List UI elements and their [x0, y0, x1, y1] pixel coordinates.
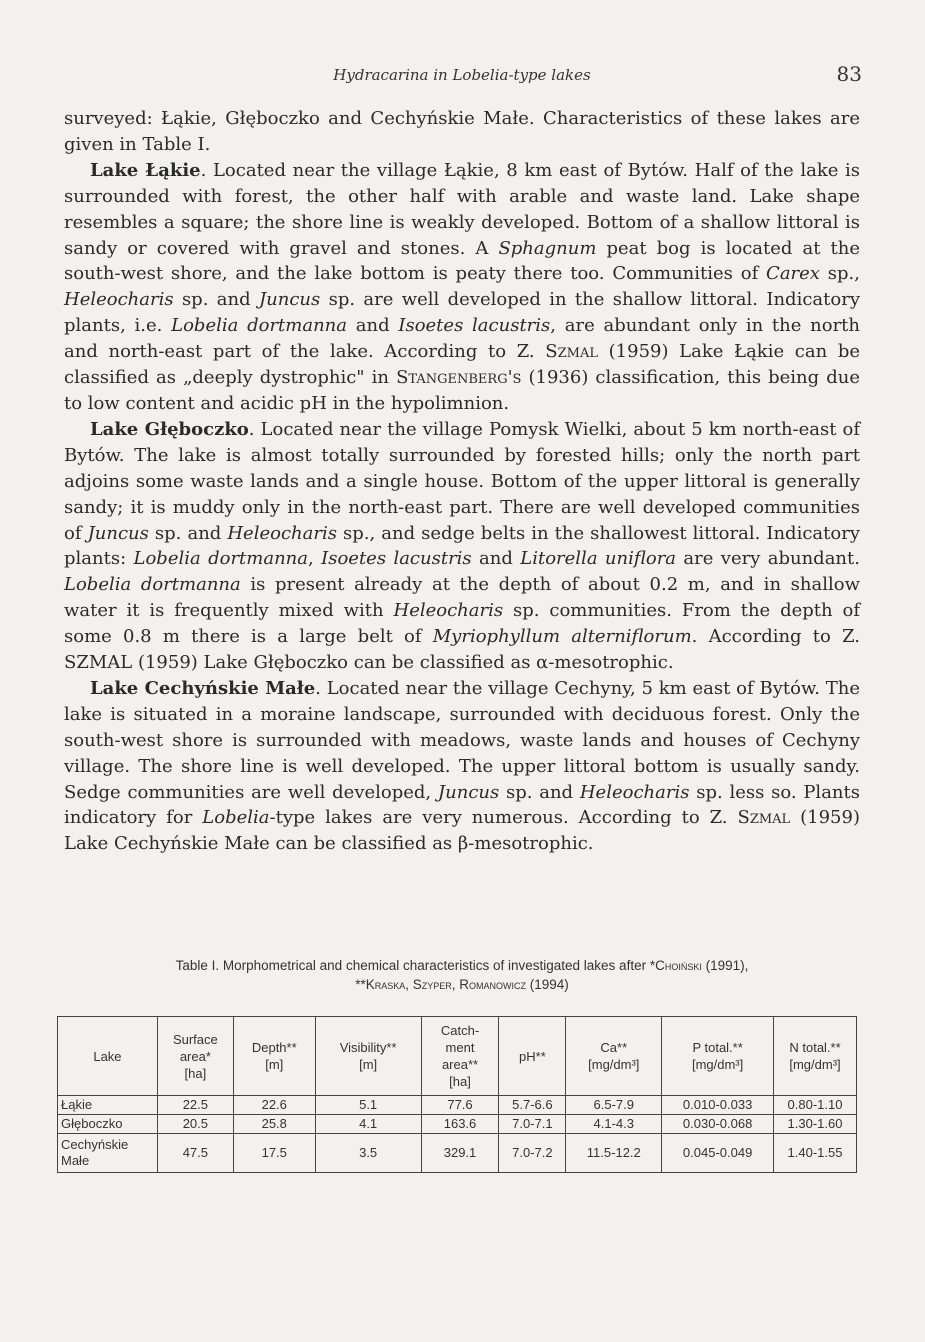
header-line: [mg/dm³] — [789, 1057, 841, 1072]
cell-catchment: 77.6 — [421, 1096, 499, 1115]
header-line: Ca** — [600, 1040, 628, 1055]
author-name: Kraska, Szyper, Romanowicz — [365, 977, 526, 992]
page-number: 83 — [836, 62, 862, 86]
caption-text: Table I. Morphometrical and chemical characteristics of investigated lakes after * — [175, 958, 656, 973]
text-run: sp. less so. Plants indicatory for — [64, 781, 860, 829]
col-header-catchment-area — [421, 1017, 499, 1096]
header-line: [m] — [265, 1057, 284, 1072]
lake-lakie-heading: Lake Łąkie — [90, 159, 201, 181]
cell-visibility: 3.5 — [315, 1134, 421, 1173]
species-name: Isoetes lacustris — [321, 548, 472, 570]
author-name: Stangenberg's — [396, 367, 522, 389]
species-name: Carex — [766, 263, 820, 285]
col-header-surface-area — [157, 1017, 233, 1096]
lake-gleboczko-paragraph — [64, 417, 860, 676]
text-run: . According to Z. SZMAL (1959) Lake Głęboczko can be classified as α-mesotrophic. — [64, 626, 860, 674]
species-name: Litorella uniflora — [520, 548, 677, 570]
cell-ca: 4.1-4.3 — [566, 1115, 662, 1134]
species-name: Heleocharis — [393, 600, 504, 622]
cell-ph: 7.0-7.1 — [499, 1115, 566, 1134]
cell-ph: 7.0-7.2 — [499, 1134, 566, 1173]
text-run: sp. and — [173, 289, 259, 311]
lakes-table — [57, 1016, 857, 1173]
author-name: Choiński — [655, 958, 702, 973]
caption-line-1 — [62, 956, 862, 975]
cell-n: 0.80-1.10 — [774, 1096, 857, 1115]
col-header-ca — [566, 1017, 662, 1096]
text-run: (1936) classification, this being due to low content and acidic pH in the hypolimnion. — [64, 367, 860, 414]
cell-p: 0.030-0.068 — [662, 1115, 774, 1134]
text-run: , — [308, 548, 322, 570]
species-name: Lobelia dortmanna — [133, 548, 309, 570]
header-line: Lake — [93, 1048, 122, 1064]
cell-lake: Głęboczko — [58, 1115, 158, 1134]
cell-p: 0.045-0.049 — [662, 1134, 774, 1173]
cell-depth: 25.8 — [233, 1115, 315, 1134]
text-run: sp., — [819, 263, 860, 285]
species-name: Heleocharis — [227, 522, 337, 544]
cell-depth: 22.6 — [233, 1096, 315, 1115]
species-name: Juncus — [437, 781, 500, 803]
caption-text: (1994) — [526, 977, 569, 992]
text-run: is present already at the depth of about 0.2 m, and in shallow water it is frequently mixed with — [64, 574, 860, 622]
cell-ph: 5.7-6.6 — [499, 1096, 566, 1115]
text-run: sp., and sedge belts in the shallowest littoral. Indicatory plants: — [64, 522, 860, 570]
col-header-n-total — [774, 1017, 857, 1096]
header-line: N total.** — [789, 1040, 841, 1055]
header-line: Surface — [172, 1031, 218, 1047]
cell-lake: Cechyńskie Małe — [58, 1134, 158, 1173]
text-run: (1959) Lake Łąkie can be classified as „deeply dystrophic" in — [64, 341, 861, 389]
header-line: [mg/dm³] — [691, 1057, 744, 1072]
header-line: area** — [441, 1057, 479, 1072]
species-name: Myriophyllum alterniflorum — [432, 626, 692, 648]
text-run: sp. and — [148, 522, 228, 544]
text-run: . Located near the village Cechyny, 5 km east of Bytów. The lake is situated in a moraine landscape, surrounded with deciduous forest. Only the south-west shore is surrounded with meadows, waste lands and houses of Cechyny village. The shore line is well developed. The upper littoral bottom is usually sandy. Sedge communities are well developed, — [64, 677, 860, 803]
caption-text: (1991), — [701, 958, 749, 973]
species-name: Lobelia dortmanna — [171, 315, 348, 337]
cell-ca: 6.5-7.9 — [566, 1096, 662, 1115]
table-header-row — [58, 1017, 857, 1096]
cell-area: 47.5 — [157, 1134, 233, 1173]
table-caption — [62, 956, 862, 994]
text-run: sp. and — [499, 781, 580, 803]
cell-ca: 11.5-12.2 — [566, 1134, 662, 1173]
lake-lakie-paragraph — [64, 158, 860, 417]
caption-line-2 — [62, 975, 862, 994]
table-row — [58, 1115, 857, 1134]
header-line: Depth** — [251, 1040, 297, 1055]
cell-area: 22.5 — [157, 1096, 233, 1115]
species-name: Juncus — [87, 522, 149, 544]
table-row — [58, 1134, 857, 1173]
page-header — [62, 62, 862, 92]
header-line: [ha] — [449, 1074, 471, 1089]
cell-n: 1.40-1.55 — [774, 1134, 857, 1173]
cell-p: 0.010-0.033 — [662, 1096, 774, 1115]
col-header-ph — [499, 1017, 566, 1096]
header-line: Visibility** — [339, 1040, 397, 1055]
lake-cechynskie-paragraph — [64, 676, 860, 857]
species-name: Sphagnum — [498, 237, 597, 259]
author-name: Szmal — [545, 341, 598, 363]
header-line: P total.** — [692, 1040, 743, 1055]
species-name: Heleocharis — [579, 781, 690, 803]
header-line: [m] — [359, 1057, 378, 1072]
col-header-visibility — [315, 1017, 421, 1096]
header-line: ment — [445, 1040, 475, 1055]
intro-paragraph: surveyed: Łąkie, Głęboczko and Cechyńskie Małe. Characteristics of these lakes are given in Table I. — [64, 108, 860, 155]
species-name: Lobelia dortmanna — [64, 574, 241, 596]
cell-depth: 17.5 — [233, 1134, 315, 1173]
header-line: area* — [179, 1048, 211, 1064]
cell-n: 1.30-1.60 — [774, 1115, 857, 1134]
species-name: Heleocharis — [64, 289, 174, 311]
body-text — [64, 106, 860, 857]
cell-visibility: 4.1 — [315, 1115, 421, 1134]
caption-text: ** — [355, 977, 366, 992]
text-run: are very abundant. — [676, 548, 860, 570]
text-run: , are abundant only in the north and north-east part of the lake. According to Z. — [64, 315, 860, 363]
text-run: . Located near the village Pomysk Wielki, about 5 km north-east of Bytów. The lake is almost totally surrounded by forested hills; only the north part adjoins some waste lands and a single house. Bottom of the upper littoral is generally sandy; it is muddy only in the north-east part. There are well developed communities of — [64, 418, 860, 544]
header-line: [ha] — [184, 1065, 207, 1081]
text-run: and — [347, 315, 399, 337]
text-run: and — [471, 548, 521, 570]
cell-catchment: 163.6 — [421, 1115, 499, 1134]
cell-area: 20.5 — [157, 1115, 233, 1134]
running-title: Hydracarina in Lobelia-type lakes — [333, 66, 591, 84]
text-run: . Located near the village Łąkie, 8 km east of Bytów. Half of the lake is surrounded with forest, the other half with arable and waste land. Lake shape resembles a square; the shore line is weakly developed. Bottom of a shallow littoral is sandy or covered with gravel and stones. A — [64, 159, 860, 259]
cell-lake: Łąkie — [58, 1096, 158, 1115]
species-name: Isoetes lacustris — [398, 315, 551, 337]
col-header-p-total — [662, 1017, 774, 1096]
col-header-lake — [58, 1017, 158, 1096]
species-name: Juncus — [258, 289, 321, 311]
cell-catchment: 329.1 — [421, 1134, 499, 1173]
lake-cechynskie-heading: Lake Cechyńskie Małe — [90, 677, 316, 699]
species-name: Lobelia — [202, 807, 270, 829]
lake-gleboczko-heading: Lake Głęboczko — [90, 418, 249, 440]
text-run: peat bog is located at the south-west shore, and the lake bottom is peaty there too. Communities of — [64, 237, 860, 285]
text-run: sp. are well developed in the shallow littoral. Indicatory plants, i.e. — [64, 289, 860, 337]
header-line: [mg/dm³] — [588, 1057, 640, 1072]
table-row — [58, 1096, 857, 1115]
text-run: (1959) Lake Cechyńskie Małe can be classified as β-mesotrophic. — [64, 807, 860, 855]
text-run: sp. communities. From the depth of some 0.8 m there is a large belt of — [64, 600, 860, 648]
cell-visibility: 5.1 — [315, 1096, 421, 1115]
text-run: -type lakes are very numerous. According to Z. — [269, 807, 738, 829]
header-line: pH** — [519, 1048, 546, 1064]
header-line: Catch- — [440, 1023, 480, 1038]
col-header-depth — [233, 1017, 315, 1096]
author-name: Szmal — [737, 807, 791, 829]
